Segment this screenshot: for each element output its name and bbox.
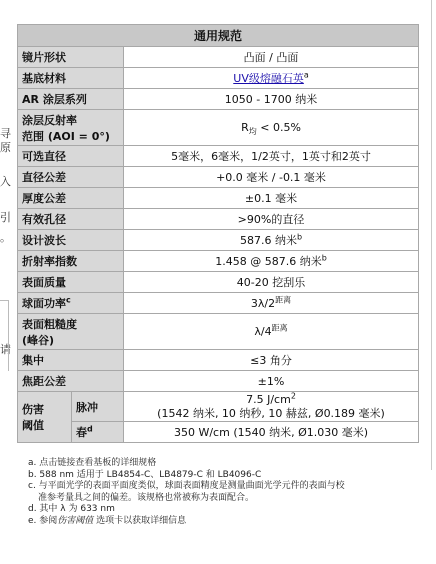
table-row <box>18 293 419 314</box>
row-label: 有效孔径 <box>18 209 124 230</box>
left-sidebar-fragment <box>0 0 10 564</box>
row-value: 5毫米，6毫米，1/2英寸，1英寸和2英寸 <box>124 146 419 167</box>
value-text: R <box>241 121 249 134</box>
footnote-marker: b <box>296 232 303 242</box>
row-label: 表面质量 <box>18 272 124 293</box>
table-row <box>18 230 419 251</box>
row-label-line: 伤害 <box>22 403 44 416</box>
value-text: 3λ/2 <box>250 296 276 310</box>
row-value: 凸面 / 凸面 <box>124 47 419 68</box>
right-divider <box>431 0 432 470</box>
row-label <box>18 293 124 314</box>
value-subscript: 均 <box>248 127 257 137</box>
specs-table <box>17 24 419 443</box>
row-value: +0.0 毫米 / -0.1 毫米 <box>124 167 419 188</box>
left-panel-edge <box>0 300 9 371</box>
footnote: b. 588 nm 适用于 LB4854-C、LB4879-C 和 LB4096-C <box>28 469 262 480</box>
left-fragment-text: 引 <box>0 211 11 224</box>
row-label: 镜片形状 <box>18 47 124 68</box>
row-value: 1050 - 1700 纳米 <box>124 89 419 110</box>
table-row <box>18 89 419 110</box>
row-value: ±0.1 毫米 <box>124 188 419 209</box>
row-label-line: 范围 (AOI = 0°) <box>22 129 110 143</box>
table-row <box>18 68 419 89</box>
footnotes <box>28 458 428 527</box>
table-row <box>18 350 419 371</box>
footnote-marker: a <box>303 70 309 80</box>
row-value: ≤3 角分 <box>124 350 419 371</box>
row-label: 可选直径 <box>18 146 124 167</box>
left-fragment-text: 原 <box>0 141 11 154</box>
left-fragment-text: 寻 <box>0 127 11 140</box>
left-fragment-text: 。 <box>0 231 11 244</box>
value-superscript: 距离 <box>275 294 292 304</box>
value-superscript: 距离 <box>271 323 288 333</box>
table-row <box>18 209 419 230</box>
row-label: 焦距公差 <box>18 371 124 392</box>
damage-threshold-tab-link[interactable]: 伤害阈值 <box>57 515 94 526</box>
row-label <box>18 110 124 146</box>
row-value: 350 W/cm (1540 纳米, Ø1.030 毫米) <box>124 422 419 443</box>
table-row <box>18 167 419 188</box>
row-label-line: 阈值 <box>22 419 44 432</box>
footnote: d. 其中 λ 为 633 nm <box>28 504 115 514</box>
left-fragment-text: 请 <box>0 343 11 356</box>
row-label: 厚度公差 <box>18 188 124 209</box>
row-value <box>124 68 419 89</box>
footnote <box>28 516 428 528</box>
row-label: 直径公差 <box>18 167 124 188</box>
row-label: 设计波长 <box>18 230 124 251</box>
footnote-text: 选项卡以获取详细信息 <box>93 515 187 526</box>
table-row <box>18 314 419 350</box>
row-label-line: 表面粗糙度 <box>22 317 77 331</box>
row-label: AR 涂层系列 <box>18 89 124 110</box>
value-text: < 0.5% <box>256 121 301 134</box>
footnote-marker: d <box>87 424 93 434</box>
value-text: 587.6 纳米 <box>239 234 297 247</box>
table-row <box>18 47 419 68</box>
row-value <box>124 251 419 272</box>
value-text: (1542 纳米, 10 纳秒, 10 赫兹, Ø0.189 毫米) <box>157 406 385 420</box>
table-title: 通用规范 <box>18 25 419 47</box>
row-value: 40-20 挖刮乐 <box>124 272 419 293</box>
row-value <box>124 110 419 146</box>
left-fragment-text: 入 <box>0 175 11 188</box>
table-row <box>18 392 419 422</box>
row-label: 折射率指数 <box>18 251 124 272</box>
row-value: ±1% <box>124 371 419 392</box>
table-row <box>18 251 419 272</box>
row-label <box>18 392 72 443</box>
footnote-marker: c <box>66 295 71 305</box>
row-sublabel <box>72 422 124 443</box>
row-value <box>124 293 419 314</box>
row-value <box>124 314 419 350</box>
label-text: 春 <box>76 426 87 439</box>
row-label <box>18 314 124 350</box>
table-row <box>18 422 419 443</box>
row-value <box>124 392 419 422</box>
label-text: 球面功率 <box>22 297 66 310</box>
footnote: c. 与平面光学的表面平面度类似，球面表面精度是测量曲面光学元件的表面与校 <box>28 481 345 491</box>
row-value: >90%的直径 <box>124 209 419 230</box>
row-label-line: (峰谷) <box>22 333 55 347</box>
value-superscript: 2 <box>290 390 296 400</box>
footnote: a. 点击链接查看基板的详细规格 <box>28 458 157 468</box>
row-label: 集中 <box>18 350 124 371</box>
footnote: 准参考量具之间的偏差。该规格也常被称为表面配合。 <box>38 492 255 503</box>
value-text: 1.458 @ 587.6 纳米 <box>215 255 322 268</box>
table-row <box>18 188 419 209</box>
value-text: λ/4 <box>254 325 272 338</box>
table-row <box>18 272 419 293</box>
row-value <box>124 230 419 251</box>
row-label: 基底材料 <box>18 68 124 89</box>
value-text: 7.5 J/cm <box>246 392 291 406</box>
table-row <box>18 371 419 392</box>
row-sublabel: 脉冲 <box>72 392 124 422</box>
substrate-link[interactable]: UV级熔融石英 <box>233 72 304 85</box>
table-row <box>18 110 419 146</box>
footnote-marker: b <box>321 253 327 263</box>
table-row <box>18 146 419 167</box>
footnote-text: e. 参阅 <box>28 515 58 526</box>
row-label-line: 涂层反射率 <box>22 113 77 127</box>
